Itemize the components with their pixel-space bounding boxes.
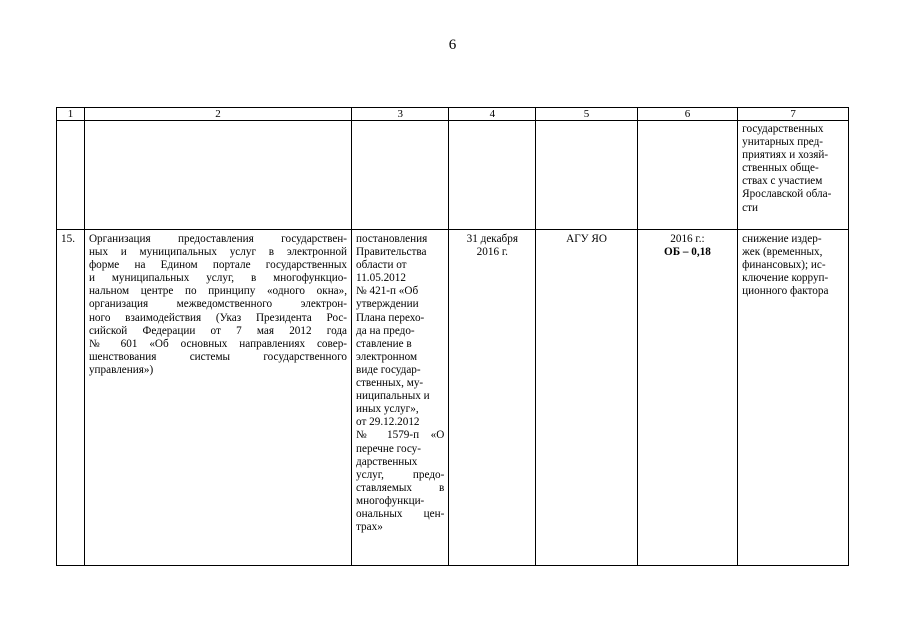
text-line: ниципальных и [356, 390, 430, 403]
text-line: Организация предоставления государствен- [88, 233, 348, 245]
document-cell [352, 230, 449, 566]
text-line: ственных обще- [742, 162, 819, 175]
text-line: Плана перехо- [356, 311, 425, 324]
funding-cell [637, 230, 737, 566]
column-number: 6 [637, 108, 737, 121]
text-line: перечне госу- [356, 442, 421, 455]
text-line: ставление в [356, 337, 412, 350]
continuation-row [57, 121, 849, 230]
text-line: государственных [742, 123, 824, 135]
text-line: электронном [356, 350, 418, 363]
column-numbers-row [57, 108, 849, 121]
cell-empty [449, 121, 536, 230]
result-cell-continued [738, 121, 849, 230]
text-line: от 29.12.2012 [356, 416, 420, 429]
text-line: организация межведомственного электрон- [88, 298, 348, 311]
text-line: ционного фактора [742, 285, 829, 298]
text-line: ональных цен- [356, 507, 445, 520]
responsible-cell: АГУ ЯО [536, 230, 637, 566]
result-cell [738, 230, 849, 566]
column-number: 1 [57, 108, 85, 121]
text-line: № 421-п «Об [356, 285, 419, 298]
cell-empty [637, 121, 737, 230]
measures-table [56, 107, 849, 566]
text-line: ставляемых в [356, 481, 445, 494]
table-row [57, 230, 849, 566]
text-line: 11.05.2012 [356, 272, 406, 285]
text-line: финансовых); ис- [742, 259, 826, 272]
column-number: 5 [536, 108, 637, 121]
text-line: утверждении [356, 298, 419, 311]
cell-empty [536, 121, 637, 230]
text-line: снижение издер- [742, 233, 822, 245]
column-number: 7 [738, 108, 849, 121]
column-number: 2 [84, 108, 351, 121]
text-line: Правительства [356, 246, 427, 259]
column-number: 4 [449, 108, 536, 121]
text-line: постановления [356, 233, 428, 245]
text-line: унитарных пред- [742, 136, 824, 149]
text-line: 31 декабря [466, 233, 518, 245]
text-line: многофункци- [356, 494, 425, 507]
text-line: дарственных [356, 455, 418, 468]
text-line: области от [356, 259, 407, 272]
text-line: ОБ – 0,18 [664, 246, 711, 259]
text-line: услуг, предо- [356, 468, 445, 481]
text-line: № 601 «Об основных направлениях совер- [88, 337, 348, 350]
text-line: да на предо- [356, 324, 415, 337]
text-line: управления») [88, 363, 154, 376]
cell-empty [84, 121, 351, 230]
text-line: сти [742, 201, 759, 214]
text-line: 2016 г. [476, 246, 508, 259]
text-line: форме на Едином портале государственных [88, 259, 348, 272]
text-line: и муниципальных услуг, в многофункцио- [88, 272, 348, 285]
row-number: 15. [57, 230, 85, 566]
deadline-cell [449, 230, 536, 566]
text-line: ных и муниципальных услуг в электронной [88, 246, 348, 259]
text-line: шенствования системы государственного [88, 350, 348, 363]
cell-empty [352, 121, 449, 230]
cell-empty [57, 121, 85, 230]
text-line: ключение корруп- [742, 272, 829, 285]
text-line: ственных, му- [356, 377, 424, 390]
text-line: Ярославской обла- [742, 188, 832, 201]
text-line: виде государ- [356, 363, 421, 376]
text-line: ствах с участием [742, 175, 823, 188]
measure-cell [84, 230, 351, 566]
text-line: № 1579-п «О [356, 429, 445, 442]
text-line: трах» [356, 521, 383, 534]
text-line: сийской Федерации от 7 мая 2012 года [88, 324, 348, 337]
page-number: 6 [448, 37, 457, 53]
text-line: нальном центре по принципу «одного окна», [88, 285, 348, 298]
text-line: жек (временных, [742, 246, 823, 259]
text-line: 2016 г.: [670, 233, 705, 245]
text-line: иных услуг», [356, 403, 419, 416]
text-line: ного взаимодействия (Указ Президента Рос- [88, 311, 348, 324]
text-line: приятиях и хозяй- [742, 149, 829, 162]
column-number: 3 [352, 108, 449, 121]
